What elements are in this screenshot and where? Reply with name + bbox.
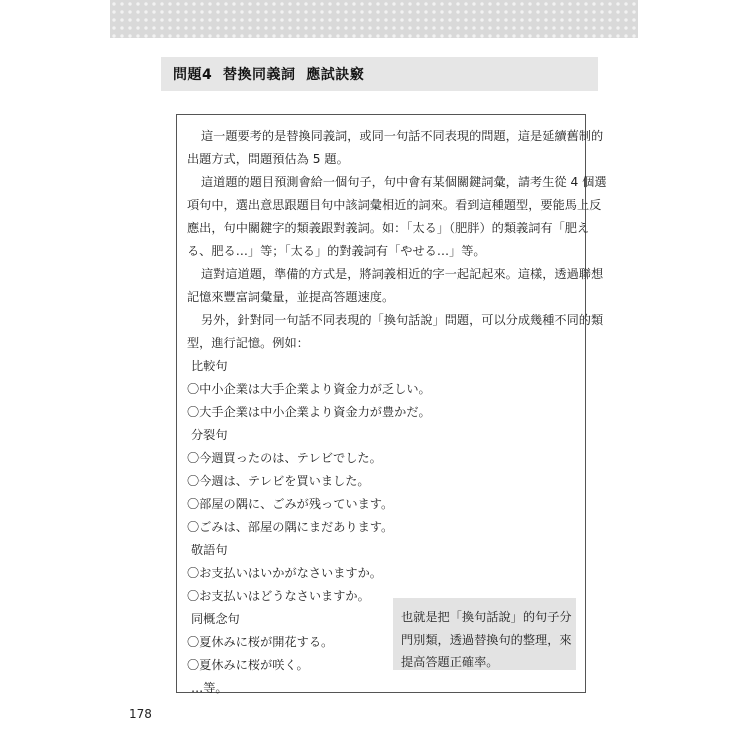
side-note — [393, 598, 576, 670]
side-note-line: 提高答題正確率。 — [401, 655, 499, 669]
category-label: 比較句 — [191, 359, 228, 373]
example-sentence: 〇今週買ったのは、テレビでした。 — [187, 451, 382, 465]
side-note-line: 也就是把「換句話說」的句子分 — [401, 610, 572, 624]
category-label: 同概念句 — [191, 612, 240, 626]
section-header — [161, 57, 598, 91]
example-sentence: 〇ごみは、部屋の隅にまだあります。 — [187, 520, 394, 534]
body-line: 應出，句中關鍵字的類義跟對義詞。如：「太る」（肥胖）的類義詞有「肥え — [187, 221, 590, 235]
closing-text: …等。 — [191, 681, 228, 695]
question-number: 問題4 — [173, 67, 213, 83]
example-sentence: 〇夏休みに桜が咲く。 — [187, 658, 309, 672]
example-sentence: 〇今週は、テレビを買いました。 — [187, 474, 370, 488]
example-sentence: 〇お支払いはいかがなさいますか。 — [187, 566, 382, 580]
body-line: 另外，針對同一句話不同表現的「換句話說」問題，可以分成幾種不同的類 — [201, 313, 604, 327]
body-line: 這道題的題目預測會給一個句子，句中會有某個關鍵詞彙，請考生從 4 個選 — [201, 175, 607, 189]
body-line: 記憶來豐富詞彙量，並提高答題速度。 — [187, 290, 395, 304]
side-note-line: 門別類，透過替換句的整理，來 — [401, 632, 572, 647]
body-line: 項句中，選出意思跟題目句中該詞彙相近的詞來。看到這種題型，要能馬上反 — [187, 198, 602, 212]
body-line: 出題方式，問題預估為 5 題。 — [187, 152, 349, 166]
category-label: 敬語句 — [191, 543, 228, 557]
category-label: 分裂句 — [191, 428, 228, 442]
page-number: 178 — [129, 707, 152, 721]
section-title: 替換同義詞 — [223, 67, 296, 83]
example-sentence: 〇部屋の隅に、ごみが残っています。 — [187, 497, 394, 511]
example-sentence: 〇お支払いはどうなさいますか。 — [187, 589, 370, 603]
body-line: る、肥る…」等；「太る」的對義詞有「やせる…」等。 — [187, 244, 486, 258]
body-line: 型，進行記憶。例如： — [187, 336, 309, 350]
example-sentence: 〇大手企業は中小企業より資金力が豊かだ。 — [187, 405, 431, 419]
body-line: 這對這道題，準備的方式是，將詞義相近的字一起記起來。這樣，透過聯想 — [201, 267, 604, 281]
example-sentence: 〇夏休みに桜が開花する。 — [187, 635, 334, 649]
section-subtitle: 應試訣竅 — [306, 67, 365, 83]
example-sentence: 〇中小企業は大手企業より資金力が乏しい。 — [187, 382, 431, 396]
decorative-dot-band — [110, 0, 638, 38]
body-line: 這一題要考的是替換同義詞，或同一句話不同表現的問題，這是延續舊制的 — [201, 129, 604, 143]
